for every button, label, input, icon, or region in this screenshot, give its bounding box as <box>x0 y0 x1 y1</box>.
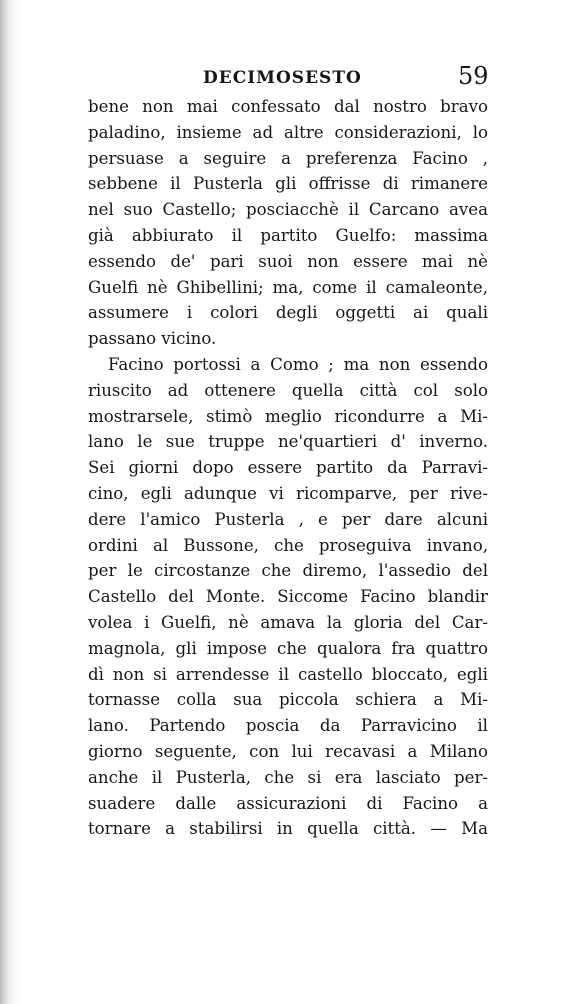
text-line: Sei giorni dopo essere partito da Parravi- <box>88 458 488 478</box>
text-line: dere l'amico Pusterla , e per dare alcuni <box>88 509 488 529</box>
text-line: lano. Partendo poscia da Parravicino il <box>88 716 488 736</box>
text-line: Castello del Monte. Siccome Facino blandir <box>88 587 488 607</box>
text-line: Guelfi nè Ghibellini; ma, come il camaleonte, <box>88 277 488 297</box>
text-line: assumere i colori degli oggetti ai quali <box>88 303 488 323</box>
text-line: giorno seguente, con lui recavasi a Milano <box>88 741 488 761</box>
text-line: paladino, insieme ad altre considerazioni, lo <box>88 122 488 142</box>
page-header <box>88 62 488 96</box>
text-line: Facino portossi a Como ; ma non essendo <box>108 354 488 374</box>
text-line: già abbiurato il partito Guelfo: massima <box>88 225 488 245</box>
text-line: per le circostanze che diremo, l'assedio del <box>88 561 488 581</box>
text-line: ordini al Bussone, che proseguiva invano, <box>88 535 488 555</box>
text-line: tornasse colla sua piccola schiera a Mi- <box>88 690 488 710</box>
text-line: lano le sue truppe ne'quartieri d' inverno. <box>88 432 488 452</box>
body-text <box>88 94 488 842</box>
text-line: dì non si arrendesse il castello bloccato, egli <box>88 664 488 684</box>
text-line: volea i Guelfi, nè amava la gloria del Car- <box>88 612 488 632</box>
text-line: essendo de' pari suoi non essere mai nè <box>88 251 488 271</box>
running-head: DECIMOSESTO <box>203 68 362 88</box>
text-line: persuase a seguire a preferenza Facino , <box>88 148 488 168</box>
text-line: sebbene il Pusterla gli offrisse di rimanere <box>88 174 488 194</box>
text-line: nel suo Castello; posciacchè il Carcano avea <box>88 200 488 220</box>
text-line: tornare a stabilirsi in quella città. — Ma <box>88 819 488 839</box>
text-line: bene non mai confessato dal nostro bravo <box>88 97 488 116</box>
text-line: passano vicino. <box>88 329 217 349</box>
text-line: cino, egli adunque vi ricomparve, per rive- <box>88 483 488 503</box>
text-line: mostrarsele, stimò meglio ricondurre a Mi- <box>88 406 488 426</box>
text-line: magnola, gli impose che qualora fra quattro <box>88 638 488 658</box>
text-line: anche il Pusterla, che si era lasciato per- <box>88 767 488 787</box>
text-line: riuscito ad ottenere quella città col solo <box>88 380 488 400</box>
page-binding-shadow <box>0 0 22 1004</box>
page-number: 59 <box>458 62 489 90</box>
text-line: suadere dalle assicurazioni di Facino a <box>88 793 488 813</box>
